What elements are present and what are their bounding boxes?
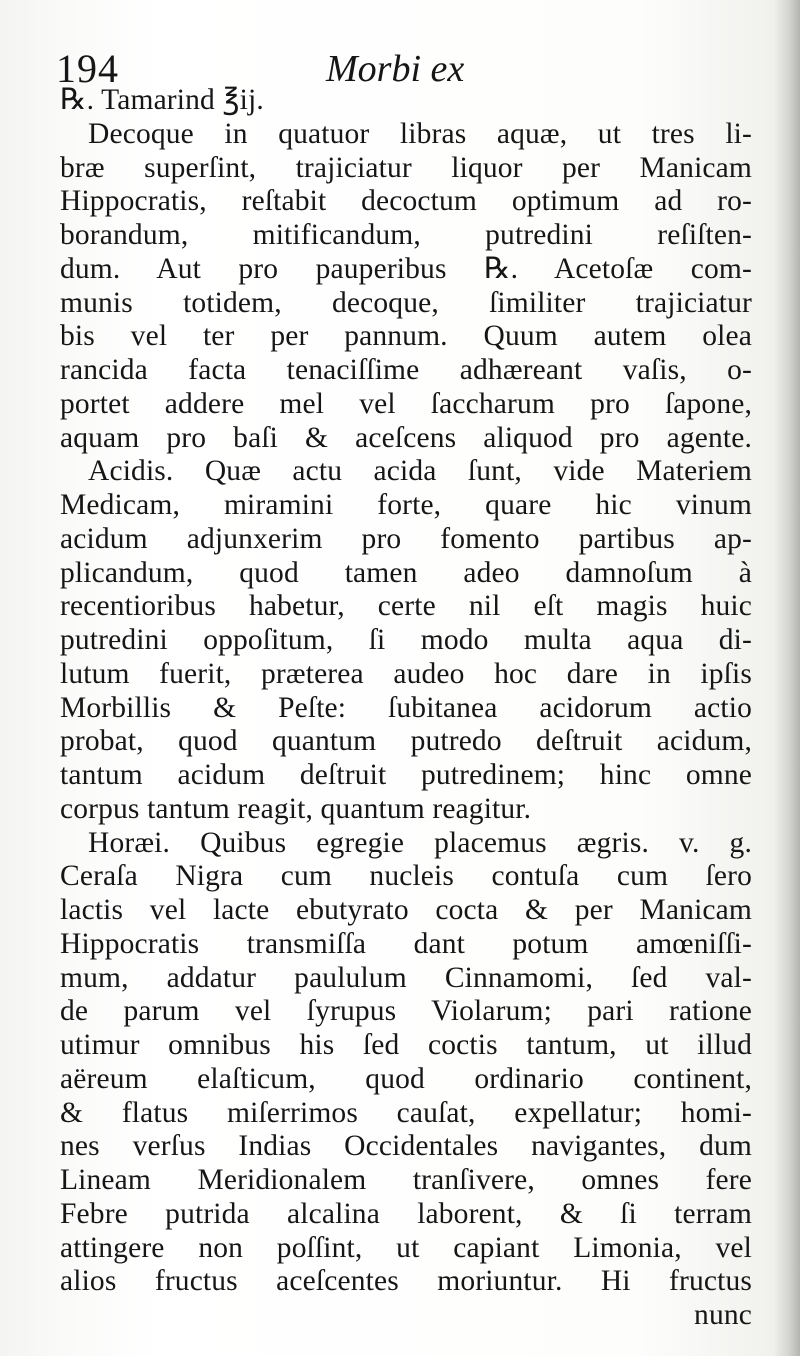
text-line: Febre putrida alcalina laborent, & ſi terram (60, 1197, 752, 1230)
text-line: acidum adjunxerim pro fomento partibus ap- (60, 522, 752, 555)
text-line: dum. Aut pro pauperibus ℞. Acetoſæ com- (60, 252, 752, 285)
text-line: putredini oppoſitum, ſi modo multa aqua di- (60, 624, 752, 656)
text-line: portet addere mel vel ſaccharum pro ſapone, (60, 387, 752, 420)
text-line: utimur omnibus his ſed coctis tantum, ut illud (60, 1029, 752, 1061)
text-line: Hippocratis, reſtabit decoctum optimum ad ro- (60, 185, 752, 218)
text-line: alios fructus aceſcentes moriuntur. Hi fructus (60, 1265, 752, 1298)
text-line: Hippocratis transmiſſa dant potum amœniſſi- (60, 927, 752, 960)
text-line: attingere non poſſint, ut capiant Limonia, vel (60, 1231, 752, 1264)
text-line: Horæi. Quibus egregie placemus ægris. v. g. (88, 826, 752, 859)
text-line: de parum vel ſyrupus Violarum; pari ratione (60, 995, 752, 1028)
text-line: munis totidem, decoque, ſimiliter trajiciatur (60, 286, 752, 319)
text-line: plicandum, quod tamen adeo damnoſum à (60, 556, 752, 589)
text-line: aquam pro baſi & aceſcens aliquod pro agente. (60, 421, 752, 454)
text-line: recentioribus habetur, certe nil eſt magis huic (60, 590, 752, 623)
text-line: Medicam, miramini forte, quare hic vinum (60, 489, 752, 521)
text-line: Lineam Meridionalem tranſivere, omnes fere (60, 1164, 752, 1196)
page-number: 194 (56, 46, 119, 91)
text-line: & flatus miſerrimos cauſat, expellatur; homi- (60, 1096, 752, 1129)
catchword: nunc (694, 1299, 752, 1331)
text-line: nes verſus Indias Occidentales navigantes, dum (60, 1130, 752, 1163)
body-text (60, 84, 752, 1333)
text-line: Acidis. Quæ actu acida ſunt, vide Materiem (88, 455, 752, 488)
page-edge-shadow (774, 0, 800, 1356)
running-head: Morbi ex (326, 48, 465, 90)
text-line: Ceraſa Nigra cum nucleis contuſa cum ſero (60, 860, 752, 893)
text-line: probat, quod quantum putredo deſtruit acidum, (60, 725, 752, 758)
text-line: mum, addatur paululum Cinnamomi, ſed val- (60, 961, 752, 994)
text-line: rancida facta tenaciſſime adhæreant vaſis, o- (60, 354, 752, 386)
text-line: aëreum elaſticum, quod ordinario continent, (60, 1062, 752, 1095)
text-line: lutum fuerit, præterea audeo hoc dare in ipſis (60, 657, 752, 690)
text-line: corpus tantum reagit, quantum reagitur. (60, 792, 532, 825)
text-line: ℞. Tamarind ℥ij. (60, 84, 264, 116)
text-line: Morbillis & Peſte: ſubitanea acidorum actio (60, 691, 752, 724)
text-line: bræ superſint, trajiciatur liquor per Manicam (60, 151, 752, 184)
text-line: tantum acidum deſtruit putredinem; hinc omne (60, 759, 752, 791)
text-line: bis vel ter per pannum. Quum autem olea (60, 320, 752, 353)
text-line: Decoque in quatuor libras aquæ, ut tres li- (88, 117, 752, 150)
text-line: lactis vel lacte ebutyrato cocta & per Manicam (60, 894, 752, 926)
text-line: borandum, mitificandum, putredini reſiſten- (60, 219, 752, 251)
